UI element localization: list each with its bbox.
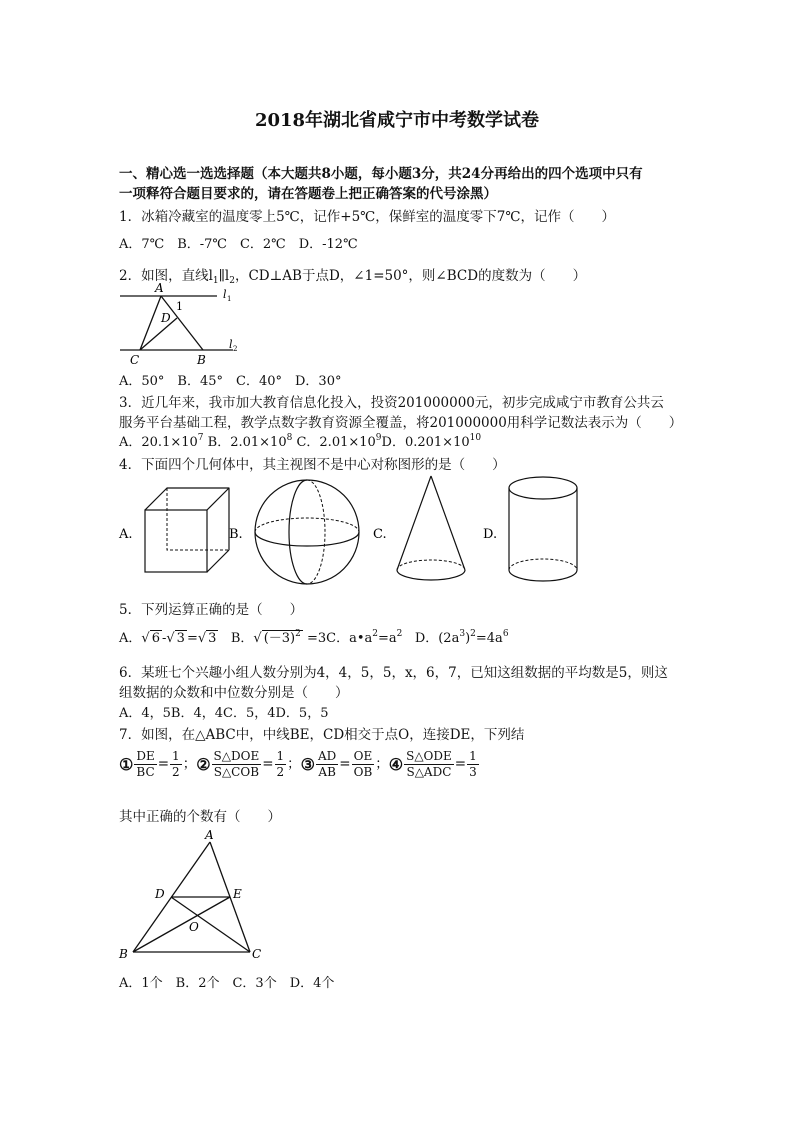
fig7-label-A: A [205,828,214,842]
fig2-label-1: 1 [176,300,183,313]
question-3-line2: 服务平台基础工程，教学点数字教育资源全覆盖，将201000000用科学记数法表示为（ ） [119,415,683,431]
page-title: 2018年湖北省咸宁市中考数学试卷 [254,110,540,131]
fig2-label-C: C [130,353,140,367]
section-heading-line2: 一项释符合题目要求的，请在答题卷上把正确答案的代号涂黑） [119,186,497,202]
fig2-label-B: B [197,353,206,367]
question-4-figures [115,470,595,590]
fig2-label-D: D [161,311,171,325]
question-5-options: A．√ 6 -√ 3 =√ 3 B．√ $(-3)^2 =3C$．$a•a^2=a^2$ D．$(2a^3)^2=4a^6$ [119,629,509,646]
question-2-options: A．50° B．45° C．40° D．30° [119,374,342,389]
fig4-label-C: C. [373,527,387,542]
fig7-label-B: B [119,947,128,961]
question-1-text: 1．冰箱冷藏室的温度零上5℃，记作+5℃，保鲜室的温度零下7℃，记作（ ） [119,209,615,225]
question-4-text: 4．下面四个几何体中，其主视图不是中心对称图形的是（ ） [119,457,506,473]
question-1-options: A．7℃ B．-7℃ C．2℃ D．-12℃ [119,237,358,252]
fig7-label-E: E [233,887,242,901]
fig4-label-A: A. [119,527,133,542]
question-7-statements: ① $\frac{DE}{BC}$ = $\frac{1}{2}$ ；② $\frac{\text{S△DOE}}{\text{S△COB}}$ = $\frac{1}{2}$ ；③ $\frac{AD}{AB}$ = $\frac{OE}{OB}$ ；④ $\frac{\text{S△ODE}}{\text{S△ADC}}$ = $\frac{1}{3}$ [119,749,477,779]
question-6-options: A．4，5B．4，4C．5，4D．5，5 [119,706,329,721]
question-5-text: 5．下列运算正确的是（ ） [119,602,304,618]
fig2-label-l1-sub: 1 [227,295,232,303]
fig7-label-O: O [189,920,199,934]
question-6-line1: 6．某班七个兴趣小组人数分别为4，4，5，5，x，6，7，已知这组数据的平均数是5，则这 [119,665,668,681]
question-6-line2: 组数据的众数和中位数分别是（ ） [119,685,349,701]
question-7-options: A．1个 B．2个 C．3个 D．4个 [119,976,335,991]
fig2-label-l2: l [229,338,233,351]
question-2-text: 2．如图，直线$l_1\parallel l_2$，CD⊥AB于点D，∠1=50°，则∠BCD的度数为（ ） [119,268,587,286]
fig2-label-l2-sub: 2 [233,345,238,353]
question-7-text: 7．如图，在△ABC中，中线BE，CD相交于点O，连接DE，下列结 [119,727,525,743]
question-2-figure [115,280,245,370]
question-3-options: A．$20.1\times 10^7$ B．$2.01\times 10^8$ C．$2.01\times 10^9D$．$0.201\times 10^{10}$ [119,433,482,450]
fig7-label-C: C [252,947,262,961]
question-7-figure [115,828,275,968]
question-7-subtext: 其中正确的个数有（ ） [119,809,281,825]
fig4-label-D: D. [483,527,498,542]
section-heading-line1: 一、精心选一选选择题（本大题共8小题，每小题3分，共24分再给出的四个选项中只有 [119,166,643,182]
fig7-label-D: D [155,887,165,901]
fig4-label-B: B. [229,527,243,542]
question-3-line1: 3．近几年来，我市加大教育信息化投入，投资201000000元，初步完成咸宁市教育公共云 [119,395,664,411]
fig2-label-A: A [155,281,164,295]
fig2-label-l1: l [223,288,227,301]
